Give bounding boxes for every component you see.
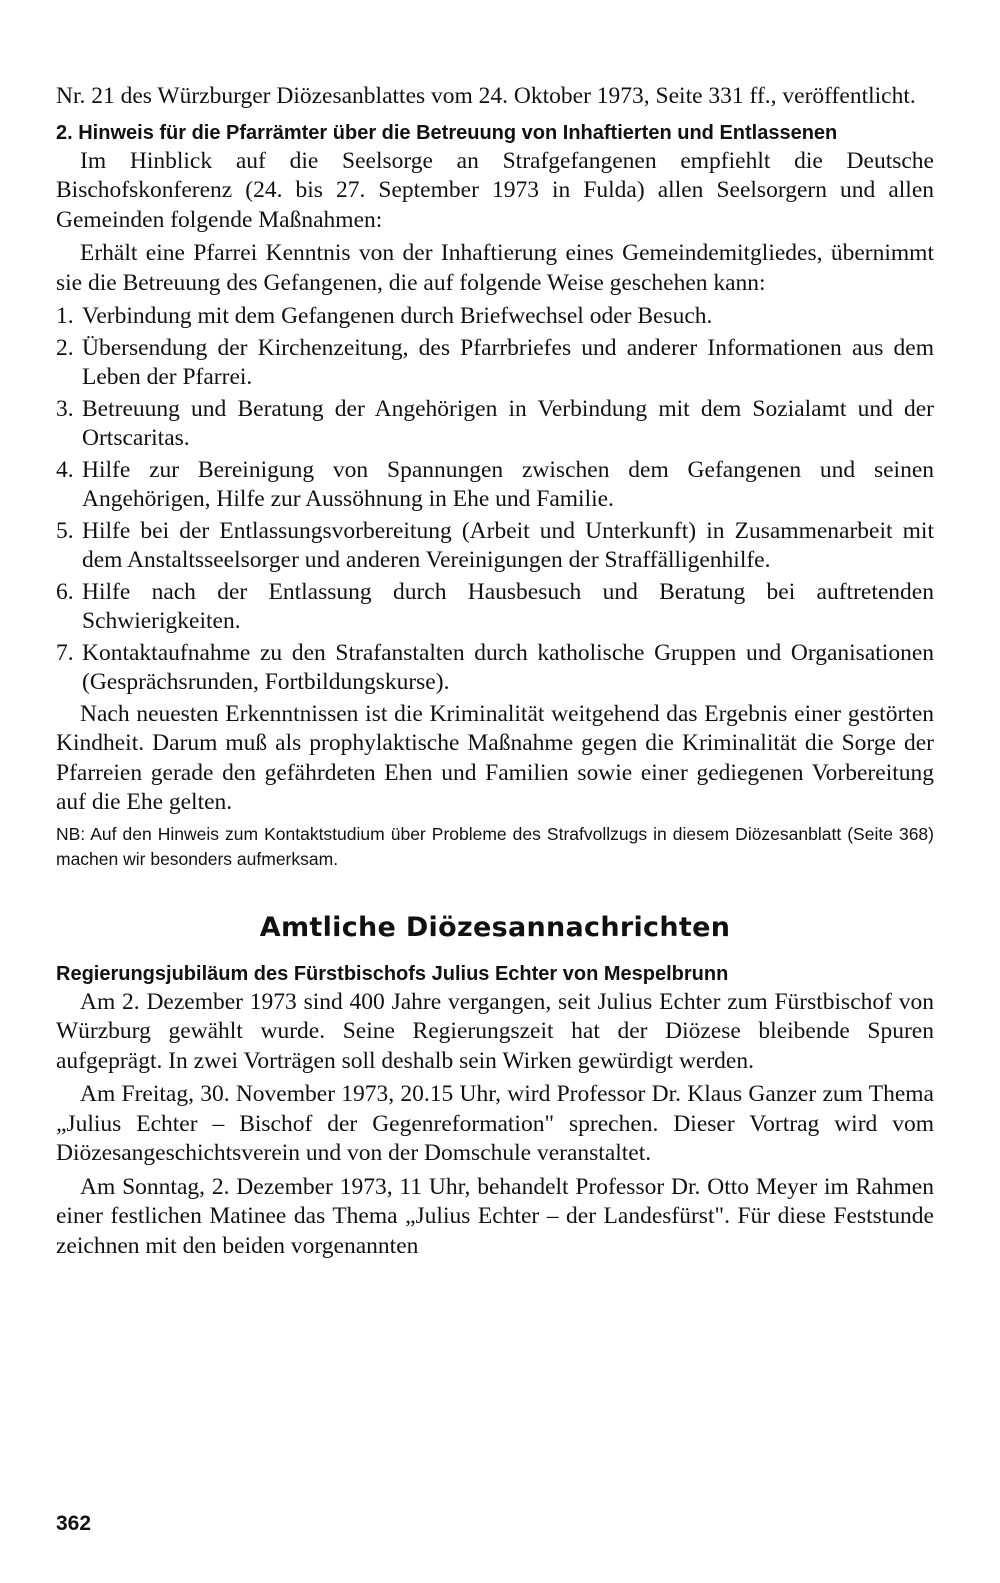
list-item	[56, 302, 934, 332]
paragraph: Am Freitag, 30. November 1973, 20.15 Uhr, wird Professor Dr. Klaus Ganzer zum Thema „Julius Echter – Bischof der Gegenreformation" sprechen. Dieser Vortrag wird vom Diözesangeschichtsverein und von der Domschule veranstaltet.	[56, 1081, 934, 1166]
list-item-number: 6.	[56, 578, 74, 605]
document-page	[56, 82, 934, 1261]
section-title: Amtliche Diözesannachrichten	[259, 911, 731, 943]
list-item	[56, 334, 934, 393]
list-item	[56, 639, 934, 698]
paragraph: Am 2. Dezember 1973 sind 400 Jahre vergangen, seit Julius Echter zum Fürstbischof von Würzburg gewählt wurde. Seine Regierungszeit hat der Diözese bleibende Spuren aufgeprägt. In zwei Vorträgen soll deshalb sein Wirken gewürdigt werden.	[56, 988, 934, 1074]
list-item-number: 7.	[56, 639, 74, 666]
list-item-text: Hilfe bei der Entlassungsvorbereitung (Arbeit und Unterkunft) in Zusammenarbeit mit dem Anstaltsseelsorger und anderen Vereinigungen der Straffälligenhilfe.	[82, 517, 934, 573]
nb-note: NB: Auf den Hinweis zum Kontaktstudium über Probleme des Strafvollzugs in diesem Diözesanblatt (Seite 368) machen wir besonders aufmerksam.	[56, 823, 934, 869]
paragraph: Erhält eine Pfarrei Kenntnis von der Inhaftierung eines Gemeindemitgliedes, übernimmt sie die Betreuung des Gefangenen, die auf folgende Weise geschehen kann:	[56, 240, 934, 296]
list-item-number: 1.	[56, 303, 74, 329]
list-item-text: Hilfe zur Bereinigung von Spannungen zwischen dem Gefangenen und seinen Angehörigen, Hilfe zur Aussöhnung in Ehe und Familie.	[82, 456, 934, 512]
measures-list	[56, 302, 934, 698]
list-item-text: Betreuung und Beratung der Angehörigen in Verbindung mit dem Sozialamt und der Ortscaritas.	[82, 395, 934, 451]
list-item-number: 3.	[56, 395, 74, 422]
list-item-number: 2.	[56, 334, 74, 361]
section-heading-inmates: 2. Hinweis für die Pfarrämter über die Betreuung von Inhaftierten und Entlassenen	[56, 121, 838, 144]
list-item	[56, 456, 934, 515]
list-item-number: 4.	[56, 456, 74, 483]
list-item-text: Übersendung der Kirchenzeitung, des Pfarrbriefes und anderer Informationen aus dem Leben der Pfarrei.	[82, 334, 934, 390]
list-item-text: Verbindung mit dem Gefangenen durch Briefwechsel oder Besuch.	[82, 303, 713, 329]
paragraph: Im Hinblick auf die Seelsorge an Strafgefangenen empfiehlt die Deutsche Bischofskonferenz (24. bis 27. September 1973 in Fulda) allen Seelsorgern und allen Gemeinden folgende Maßnahmen:	[56, 147, 934, 233]
intro-paragraph: Nr. 21 des Würzburger Diözesanblattes vom 24. Oktober 1973, Seite 331 ff., veröffentlicht.	[56, 83, 916, 109]
section-heading-jubilee: Regierungsjubiläum des Fürstbischofs Julius Echter von Mespelbrunn	[56, 962, 729, 985]
list-item-text: Hilfe nach der Entlassung durch Hausbesuch und Beratung bei auftretenden Schwierigkeiten.	[82, 578, 934, 634]
list-item-text: Kontaktaufnahme zu den Strafanstalten durch katholische Gruppen und Organisationen (Gesprächsrunden, Fortbildungskurse).	[82, 639, 934, 695]
paragraph: Nach neuesten Erkenntnissen ist die Kriminalität weitgehend das Ergebnis einer gestörten Kindheit. Darum muß als prophylaktische Maßnahme gegen die Kriminalität die Sorge der Pfarreien gerade den gefährdeten Ehen und Familien sowie einer gediegenen Vorbereitung auf die Ehe gelten.	[56, 700, 934, 815]
list-item-number: 5.	[56, 517, 74, 544]
list-item	[56, 578, 934, 637]
paragraph: Am Sonntag, 2. Dezember 1973, 11 Uhr, behandelt Professor Dr. Otto Meyer im Rahmen einer festlichen Matinee das Thema „Julius Echter – der Landesfürst". Für diese Feststunde zeichnen mit den beiden vorgenannten	[56, 1173, 934, 1259]
page-number: 362	[56, 1512, 92, 1535]
list-item	[56, 517, 934, 576]
list-item	[56, 395, 934, 454]
